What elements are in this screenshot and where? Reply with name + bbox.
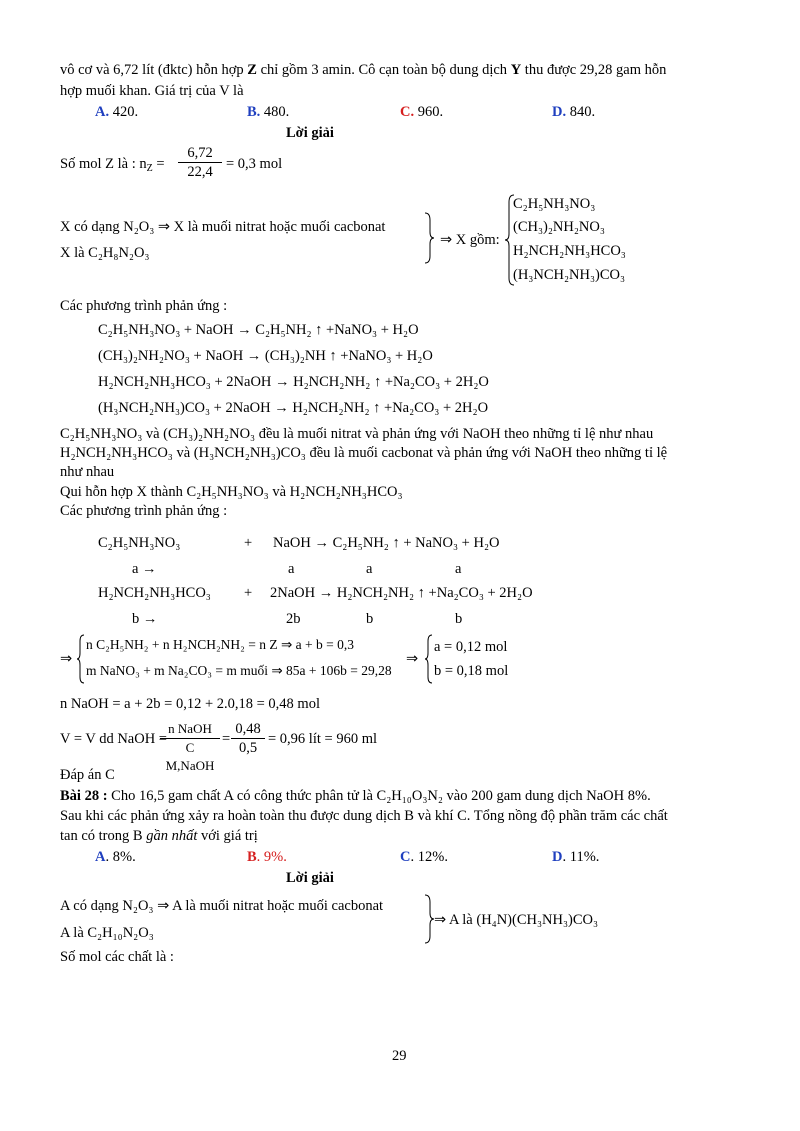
eq2-plus: + [244,585,253,601]
v-fraction-2: $\frac{0,48}{0,5}$ [231,720,265,757]
question-28-line-3: tan có trong B gần nhất với giá trị [60,828,258,844]
q28-option-c: C. 12%. [400,849,448,865]
mol-z-fraction: $\frac{6,72}{22,4}$ [178,144,222,181]
reactions-title-2: Các phương trình phản ứng : [60,503,228,519]
system-eq-2: m NaNO₃ + m Na₂CO₃ = m muối ⇒ 85a + 106b = 29,28 [86,663,392,678]
eq2-coef-b2: 2b [286,611,301,627]
option-b: B. 480. [247,104,290,120]
q28-option-d: D. 11%. [552,849,600,865]
left-brace-result [425,634,433,684]
note-line-4: Qui hỗn hợp X thành C₂H₅NH₃NO₃ và H₂NCH₂NH₃HCO₃ [60,484,403,500]
x-is-line: X là C₂H₈N₂O₃ [60,245,150,261]
eq1-coef-a2: a [288,561,295,577]
eq2-reactant: H₂NCH₂NH₃HCO₃ [98,585,211,601]
v-equals: = [222,731,231,747]
question-27-text-line-2: hợp muối khan. Giá trị của V là [60,83,244,99]
n-naoh-line: n NaOH = a + 2b = 0,12 + 2.0,18 = 0,48 mol [60,696,320,712]
a-result: ⇒ A là (H₄N)(CH₃NH₃)CO₃ [434,912,599,928]
right-brace-a [424,894,434,944]
eq1-coef-a4: a [455,561,462,577]
answer-27: Đáp án C [60,767,115,783]
system-arrow: ⇒ [60,651,73,667]
note-line-2: H₂NCH₂NH₃HCO₃ và (H₃NCH₂NH₃)CO₃ đều là muối cacbonat và phản ứng với NaOH theo những tỉ lệ [60,445,668,461]
reaction-1: C₂H₅NH₃NO₃ + NaOH → C₂H₅NH₂ ↑ +NaNO₃ + H₂O [98,322,419,338]
q28-option-b: B. 9%. [247,849,287,865]
mol-z-result: = 0,3 mol [226,156,283,172]
reaction-4: (H₃NCH₂NH₃)CO₃ + 2NaOH → H₂NCH₂NH₂ ↑ +Na₂CO₃ + 2H₂O [98,400,489,416]
right-brace-x [424,212,434,264]
eq1-plus: + [244,535,253,551]
solution-title-27: Lời giải [286,125,334,141]
option-d: D. 840. [552,104,596,120]
eq2-coef-b3: b [366,611,374,627]
eq2-coef-b1: b → [132,611,158,627]
reaction-2: (CH₃)₂NH₂NO₃ + NaOH → (CH₃)₂NH ↑ +NaNO₃ + H₂O [98,348,433,364]
x-member-3: H₂NCH₂NH₃HCO₃ [513,243,626,259]
question-28-line-2: Sau khi các phản ứng xảy ra hoàn toàn thu được dung dịch B và khí C. Tổng nồng độ phần trăm các chất [60,808,668,824]
solution-a: a = 0,12 mol [434,639,508,655]
solution-b: b = 0,18 mol [434,663,509,679]
a-is-line: A là C₂H₁₀N₂O₃ [60,925,154,941]
eq1-coef-a3: a [366,561,373,577]
eq2-coef-b4: b [455,611,463,627]
mol-z-line: Số mol Z là : $n_Z$ = [60,156,165,174]
x-gom-label: ⇒ X gồm: [440,232,500,248]
reactions-title: Các phương trình phản ứng : [60,298,228,314]
option-a: A. 420. [95,104,139,120]
page-number: 29 [392,1048,407,1064]
eq1-rest: NaOH → C₂H₅NH₂ ↑ + NaNO₃ + H₂O [273,535,500,551]
v-fraction-1: n NaOH C M,NaOH [160,720,220,775]
eq2-rest: 2NaOH → H₂NCH₂NH₂ ↑ +Na₂CO₃ + 2H₂O [270,585,533,601]
left-brace-system [77,634,85,684]
eq1-coef-a1: a → [132,561,157,577]
system-result-arrow: ⇒ [406,651,419,667]
q28-option-a: A. 8%. [95,849,136,865]
v-result: = 0,96 lít = 960 ml [268,731,377,747]
question-27-text-line-1: vô cơ và 6,72 lít (đktc) hỗn hợp Z chỉ gồm 3 amin. Cô cạn toàn bộ dung dịch Y thu được 29,28 gam hỗn [60,62,667,78]
eq1-reactant: C₂H₅NH₃NO₃ [98,535,181,551]
x-member-4: (H₃NCH₂NH₃)CO₃ [513,267,626,283]
option-c: C. 960. [400,104,444,120]
note-line-3: như nhau [60,464,115,480]
solution-title-28: Lời giải [286,870,334,886]
x-form-line: X có dạng N₂O₃ ⇒ X là muối nitrat hoặc muối cacbonat [60,219,386,235]
x-member-2: (CH₃)₂NH₂NO₃ [513,219,605,235]
system-eq-1: n C₂H₅NH₂ + n H₂NCH₂NH₂ = n Z ⇒ a + b = 0,3 [86,637,354,652]
mol-title-28: Số mol các chất là : [60,949,174,965]
a-form-line: A có dạng N₂O₃ ⇒ A là muối nitrat hoặc muối cacbonat [60,898,384,914]
reaction-3: H₂NCH₂NH₃HCO₃ + 2NaOH → H₂NCH₂NH₂ ↑ +Na₂CO₃ + 2H₂O [98,374,489,390]
v-lhs: V = V dd NaOH = [60,731,167,747]
question-28-line-1: Bài 28 : Cho 16,5 gam chất A có công thức phân tử là C₂H₁₀O₃N₂ vào 200 gam dung dịch NaOH 8%. [60,788,651,804]
note-line-1: C₂H₅NH₃NO₃ và (CH₃)₂NH₂NO₃ đều là muối nitrat và phản ứng với NaOH theo những tỉ lệ như nhau [60,426,654,442]
x-member-1: C₂H₅NH₃NO₃ [513,196,596,212]
